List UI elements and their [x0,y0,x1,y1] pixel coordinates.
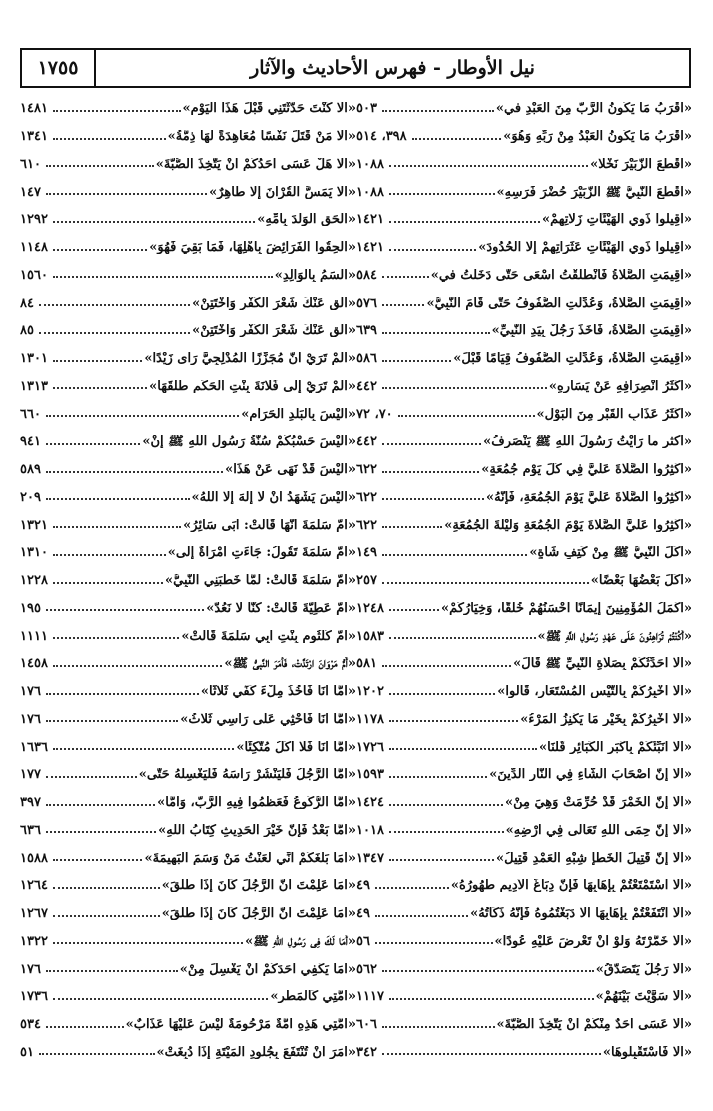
dot-leader [46,490,190,500]
index-entry [356,761,692,789]
dot-leader [39,296,190,306]
entry-page-number: ١٣٤٧ [356,850,384,866]
index-entry [20,289,356,317]
hadith-text: «أَقِيلُوا ذَوِي الْهَيْئَاتِ زَلَّاتِهِمْ» [541,213,692,227]
index-entry [20,706,356,734]
entry-page-number: ٤٤٢ [356,434,377,450]
dot-leader [53,379,147,389]
dot-leader [46,962,178,972]
entry-page-number: ١٦٣٦ [20,739,48,755]
hadith-text: «أَكْمَلُ الْمُؤْمِنِينَ إِيمَانًا أَحْسَنُهُمْ خُلُقًا، وَخِيَارُكُمْ» [440,601,692,615]
hadith-text: «ألا سَوَّيْتَ بَيْنَهُمْ» [595,990,692,1004]
dot-leader [389,213,540,223]
index-entry [20,428,356,456]
index-entry [356,428,692,456]
dot-leader [382,435,481,445]
index-entry [20,789,356,817]
index-entry [356,317,692,345]
index-entry [20,900,356,928]
page-header [20,48,691,88]
entry-page-number: ٣٩٧ [20,795,41,811]
index-entry [356,345,692,373]
entry-page-number: ٦٠٦ [356,1017,377,1033]
index-entry [356,178,692,206]
index-entry [20,844,356,872]
entry-page-number: ١١١٧ [356,989,384,1005]
dot-leader [39,1045,155,1055]
entry-page-number: ١٧٢٦ [356,739,384,755]
index-entry [356,539,692,567]
entry-page-number: ٤٤٢ [356,378,377,394]
dot-leader [53,907,160,917]
index-entry [20,262,356,290]
right-column [356,95,692,1095]
hadith-text: «أُقِيمَتِ الصَّلاةُ، وَعُدِّلَتِ الصُّفُوفُ حَتَّى قَامَ النَّبِيُّ» [426,296,692,310]
entry-page-number: ٢٥٧ [356,573,377,589]
entry-page-number: ٥٦ [356,933,370,949]
index-entry [356,650,692,678]
index-entry [20,761,356,789]
hadith-text: «أَقْطَعَ الزُّبَيْرَ نَخْلًا» [590,157,692,171]
index-entry [20,955,356,983]
dot-leader [53,879,160,889]
hadith-text: «أُمُّ سَلَمَةَ أَنَّهَا قَالَتْ: أَبَى سَائِرُ» [183,518,356,532]
index-entry [20,733,356,761]
hadith-text: «ألا خَمَّرْتَهُ وَلَوْ أَنْ تَعْرِضَ عَلَيْهِ عُودًا» [494,934,692,948]
dot-leader [46,185,207,195]
dot-leader [382,518,442,528]
entry-page-number: ١٢٤٨ [356,600,384,616]
dot-leader [46,768,137,778]
hadith-text: «ألا إِنَّ أَصْحَابَ الشَّاءِ فِي النَّارِ الدِّينَ» [489,768,692,782]
hadith-text: «أَكَلَ النَّبِيُّ ﷺ مِنْ كَتِفِ شَاةٍ» [529,546,692,560]
index-entry [356,900,692,928]
entry-page-number: ١٥٨٣ [356,628,384,644]
left-column [20,95,356,1095]
dot-leader [39,324,190,334]
dot-leader [53,102,181,112]
hadith-text: «أُقِيمَتِ الصَّلاةُ، وَعُدِّلَتِ الصُّفُوفُ قِيَامًا قَبْلَ» [453,352,692,366]
index-entry [20,206,356,234]
hadith-text: «ألا رَجُلٌ يَتَصَدَّقُ» [595,962,692,976]
hadith-text: «أَمَا لَكَ فِي رَسُولِ اللهِ ﷺ» [245,934,356,948]
index-entry [20,983,356,1011]
dot-leader [375,879,449,889]
hadith-text: «أُمُّ مَرْوَانَ ارْتَدَّتْ، فَأَمَرَ النَّبِيُّ ﷺ» [224,657,356,671]
dot-leader [53,352,142,362]
entry-page-number: ١٧٣٦ [20,989,48,1005]
index-columns [20,95,693,1095]
dot-leader [382,657,511,667]
index-entry [356,95,692,123]
dot-leader [375,907,468,917]
dot-leader [382,1018,495,1028]
entry-page-number: ٦٢٢ [356,489,377,505]
entry-page-number: ٥٨١ [356,656,377,672]
index-entry [356,706,692,734]
dot-leader [382,352,451,362]
hadith-text: «أَلَيْسَ يَشْهَدُ أَنْ لا إِلَهَ إلا اللَّهُ» [191,490,356,504]
entry-page-number: ١٣١٣ [20,378,48,394]
entry-page-number: ٥١ [20,1044,34,1060]
hadith-text: «الْحَقِ الْوَلَدَ بِأُمِّهِ» [257,213,356,227]
index-entry [20,345,356,373]
hadith-text: «أُمَّتِي هَذِهِ أُمَّةٌ مَرْحُومَةٌ لَيْسَ عَلَيْهَا عَذَابٌ» [125,1018,356,1032]
hadith-text: «الْحِقُوا الْفَرَائِضَ بِأَهْلِهَا، فَمَا بَقِيَ فَهُوَ» [149,241,356,255]
entry-page-number: ١٥٩٣ [356,767,384,783]
dot-leader [389,796,503,806]
dot-leader [389,768,487,778]
dot-leader [389,851,494,861]
index-entry [20,511,356,539]
index-entry [356,289,692,317]
entry-page-number: ١٣١٠ [20,545,48,561]
dot-leader [53,518,181,528]
index-entry [20,1011,356,1039]
dot-leader [389,823,504,833]
hadith-text: «أَكْثِرُوا الصَّلاةَ عَلَيَّ يَوْمَ الْجُمُعَةِ، فَإِنَّهُ» [485,490,692,504]
hadith-text: «أَلْسَمُ بِالْوَالِدِ» [274,268,356,282]
index-entry [20,567,356,595]
dot-leader [46,435,140,445]
dot-leader [382,268,429,278]
dot-leader [389,157,588,167]
index-entry [356,678,692,706]
dot-leader [46,463,223,473]
index-entry [356,151,692,179]
hadith-text: «أَمَّا أَنَا فَلا آكُلُ مُتَّكِئًا» [236,740,356,754]
index-entry [356,983,692,1011]
index-entry [20,539,356,567]
hadith-text: «أَمَا عَلِمْتَ أَنَّ الرَّجُلَ كَانَ إِذَا طَلَّقَ» [161,907,356,921]
entry-page-number: ١٣٢٢ [20,933,48,949]
dot-leader [389,241,476,251]
entry-page-number: ١٤٢٤ [356,795,384,811]
hadith-text: «أُمُّ سَلَمَةَ تَقُولُ: جَاءَتِ امْرَأَةٌ إِلَى» [167,546,356,560]
entry-page-number: ٥٨٤ [356,267,377,283]
index-entry [356,373,692,401]
dot-leader [46,601,204,611]
hadith-text: «ألا إِنَّ حِمَى اللَّهِ تَعَالَى فِي أَرْضِهِ» [505,823,692,837]
entry-page-number: ١٧٦ [20,711,41,727]
dot-leader [389,740,537,750]
dot-leader [53,213,255,223]
dot-leader [46,823,156,833]
entry-page-number: ٦١٠ [20,156,41,172]
hadith-text: «أَمَّا أَنَا فَآخُذُ مِلْءَ كَفِّي ثَلاثًا» [200,685,356,699]
entry-page-number: ١١١١ [20,628,48,644]
hadith-text: «أَلَيْسَ حَسْبُكُمْ سُنَّةُ رَسُولِ اللَّهِ ﷺ إِنْ» [142,435,356,449]
entry-page-number: ٣٤٢ [356,1044,377,1060]
entry-page-number: ٦٢٢ [356,462,377,478]
entry-page-number: ١٠١٨ [356,822,384,838]
hadith-text: «ألا كُنْتَ حَدَّثْتَنِي قَبْلَ هَذَا الْيَوْمِ» [182,102,356,116]
entry-page-number: ٤٩ [356,906,370,922]
index-entry [356,400,692,428]
index-entry [356,262,692,290]
dot-leader [382,102,494,112]
hadith-text: «ألا هَلْ عَسَى أَحَدُكُمْ أَنْ يَتَّخِذَ الصُّبَّةَ» [155,157,356,171]
hadith-text: «أَمَّا أَنَا فَأَحْثِي عَلَى رَأْسِي ثَلاثُ» [180,712,356,726]
dot-leader [53,657,222,667]
entry-page-number: ١٧٦ [20,684,41,700]
hadith-text: «أَكْثِرُوا الصَّلاةَ عَلَيَّ فِي كُلِّ يَوْمِ جُمُعَةٍ» [481,463,692,477]
index-entry [20,95,356,123]
entry-page-number: ٦٣٩ [356,323,377,339]
page-number: ١٧٥٥ [22,50,96,86]
dot-leader [398,407,535,417]
index-entry [356,789,692,817]
hadith-text: «ألا انْتَفَعْتُمْ بِإِهَابِهَا ألا دَبَغْتُمُوهُ فَإِنَّهُ ذَكَاتُهُ» [470,907,692,921]
dot-leader [53,851,143,861]
dot-leader [53,934,243,944]
hadith-text: «أُمُّ سَلَمَةَ قَالَتْ: لَمَّا خَطَبَنِي النَّبِيُّ» [165,574,356,588]
index-entry [356,484,692,512]
index-entry [356,234,692,262]
hadith-text: «أَكُنْتُمْ تُرَاهِنُونَ عَلَى عَهْدِ رَسُولِ اللَّهِ ﷺ» [537,629,692,643]
index-entry [356,1039,692,1067]
hadith-text: «أَمَا يَكْفِي أَحَدَكُمْ أَنْ يَغْسِلَ مِنْ» [179,962,356,976]
index-entry [20,817,356,845]
dot-leader [46,157,154,167]
entry-page-number: ١٤٩ [356,545,377,561]
dot-leader [53,740,234,750]
hadith-text: «أَمَرَ أَنْ تُنْتَفَعَ بِجُلُودِ الْمَيْتَةِ إِذَا دُبِغَتْ» [156,1045,356,1059]
dot-leader [46,407,239,417]
index-entry [356,206,692,234]
entry-page-number: ١٥٨٨ [20,850,48,866]
page-title: نيل الأوطار - فهرس الأحاديث والآثار [250,57,535,79]
index-entry [20,928,356,956]
dot-leader [382,490,484,500]
dot-leader [53,546,166,556]
index-entry [20,622,356,650]
index-entry [356,1011,692,1039]
entry-page-number: ٥٨٩ [20,462,41,478]
index-entry [356,817,692,845]
dot-leader [412,130,502,140]
hadith-text: «أَمَّا بَعْدُ فَإِنَّ خَيْرَ الْحَدِيثِ كِتَابُ اللَّهِ» [158,823,356,837]
index-entry [20,151,356,179]
dot-leader [53,268,273,278]
entry-page-number: ١١٤٨ [20,240,48,256]
hadith-text: «ألا أُحَدِّثُكُمْ بِصَلاةِ النَّبِيِّ ﷺ قَالَ» [513,657,692,671]
entry-page-number: ١٢٢٨ [20,573,48,589]
dot-leader [53,130,166,140]
index-entry [20,678,356,706]
hadith-text: «أَكَلَ بَعْضُهَا بَعْضًا» [590,574,692,588]
dot-leader [382,296,425,306]
index-entry [356,844,692,872]
hadith-text: «أُمَّتِي كَالْمَطَرِ» [270,990,356,1004]
dot-leader [382,324,490,334]
entry-page-number: ١٤٨١ [20,101,48,117]
index-entry [356,872,692,900]
hadith-text: «أقْرَبُ مَا يَكُونُ الرَّبُّ مِنَ الْعَبْدِ في» [495,102,692,116]
dot-leader [53,990,268,1000]
hadith-text: «ألا فَاسْتَقْبِلُوهَا» [602,1045,692,1059]
dot-leader [382,546,527,556]
dot-leader [382,379,547,389]
hadith-text: «أَمَّا الرُّكُوعُ فَعَظِّمُوا فِيهِ الرَّبَّ، وَأَمَّا» [157,796,356,810]
hadith-text: «أَقِيلُوا ذَوِي الْهَيْئَاتِ عَثَرَاتِهِمْ إلا الْحُدُودَ» [478,241,692,255]
entry-page-number: ١٠٨٨ [356,156,384,172]
entry-page-number: ٦٣٦ [20,822,41,838]
index-entry [20,650,356,678]
hadith-text: «أُقِيمَتِ الصَّلاةُ فَانْطَلَقْتُ أَسْعَى حَتَّى دَخَلْتُ في» [430,268,692,282]
entry-page-number: ١٤٢١ [356,240,384,256]
hadith-text: «أَلْقِ عَنْكَ شَعْرَ الْكُفْرِ وَاخْتَتِنْ» [192,296,356,310]
entry-page-number: ٥٨٦ [356,351,377,367]
index-entry [20,400,356,428]
hadith-text: «أَلْقِ عَنْكَ شَعْرَ الْكُفْرِ وَاخْتَتِنْ» [192,324,356,338]
index-entry [20,484,356,512]
hadith-text: «أَمَّا الرَّجُلُ فَلْيَنْشُرْ رَأْسَهُ فَلْيَغْسِلْهُ حَتَّى» [138,768,356,782]
hadith-text: «أَقْطَعَ النَّبِيُّ ﷺ الزُّبَيْرَ حُضْرَ فَرَسِهِ» [496,185,692,199]
index-entry [20,123,356,151]
hadith-text: «ألا عَسَى أَحَدٌ مِنْكُمْ أَنْ يَتَّخِذَ الصُّبَّةَ» [496,1018,692,1032]
dot-leader [382,574,589,584]
entry-page-number: ٦٦٠ [20,406,41,422]
entry-page-number: ٥٦٢ [356,961,377,977]
index-entry [356,622,692,650]
index-entry [20,872,356,900]
index-entry [20,178,356,206]
hadith-text: «أَكْثَرُ عَذَابِ الْقَبْرِ مِنَ الْبَوْلِ» [536,407,692,421]
dot-leader [382,962,594,972]
entry-page-number: ١٢٦٤ [20,878,48,894]
entry-page-number: ١٠٨٨ [356,184,384,200]
hadith-text: «ألا مَنْ قَتَلَ نَفْسًا مُعَاهِدَةً لَهَا ذِمَّةُ» [167,130,356,144]
hadith-text: «أَمَا عَلِمْتَ أَنَّ الرَّجُلَ كَانَ إِذَا طَلَّقَ» [161,879,356,893]
entry-page-number: ١١٧٨ [356,711,384,727]
hadith-text: «ألا إِنَّ الْخَمْرَ قَدْ حُرِّمَتْ وَهِيَ مِنْ» [504,796,692,810]
entry-page-number: ٣٩٨، ٥١٤ [356,129,407,145]
dot-leader [382,1045,601,1055]
entry-page-number: ١٢٩٢ [20,212,48,228]
entry-page-number: ١٩٥ [20,600,41,616]
index-entry [356,595,692,623]
dot-leader [389,990,594,1000]
index-entry [20,373,356,401]
hadith-text: «أُقِيمَتِ الصَّلاةُ، فَأَخَذَ رَجُلٌ بِيَدِ النَّبِيِّ» [491,324,692,338]
hadith-text: «ألا إِنَّ قَتِيلَ الْخَطَإِ شِبْهِ الْعَمْدِ قَتِيلُ» [496,851,692,865]
index-entry [20,317,356,345]
dot-leader [389,629,536,639]
entry-page-number: ٧٠، ٧٢ [356,406,393,422]
hadith-text: «أَلَمْ تَرَيْ إِلَى فُلانَةَ بِنْتِ الْحَكَمِ طَلَّقَهَا» [149,379,356,393]
index-entry [356,123,692,151]
index-entry [356,511,692,539]
index-entry [20,456,356,484]
entry-page-number: ١٧٦ [20,961,41,977]
entry-page-number: ٢٠٩ [20,489,41,505]
entry-page-number: ١٣٢١ [20,517,48,533]
dot-leader [389,685,495,695]
dot-leader [46,796,155,806]
hadith-text: «ألا يَمَسَّ الْقُرْآنَ إلا طَاهِرٌ» [209,185,356,199]
entry-page-number: ٨٤ [20,295,34,311]
index-entry [356,567,692,595]
index-entry [20,595,356,623]
entry-page-number: ٥٠٣ [356,101,377,117]
hadith-text: «ألا أُخْبِرُكُمْ بِخَيْرِ مَا يَكْنِزُ الْمَرْءُ» [520,712,692,726]
dot-leader [46,685,199,695]
entry-page-number: ٥٣٤ [20,1017,41,1033]
hadith-text: «أُمُّ كُلْثُومٍ بِنْتِ أَبِي سَلَمَةَ قَالَتْ» [181,629,356,643]
hadith-text: «أَمَا بَلَغَكُمْ أَنِّي لَعَنْتُ مَنْ وَسَمَ الْبَهِيمَةَ» [144,851,356,865]
index-entry [356,733,692,761]
dot-leader [53,629,179,639]
hadith-text: «أَلَيْسَ قَدْ نَهَى عَنْ هَذَا» [225,463,356,477]
dot-leader [389,601,439,611]
hadith-text: «أَكْثِرُوا عَلَيَّ الصَّلاةَ يَوْمَ الْجُمُعَةِ وَلَيْلَةَ الْجُمُعَةِ» [444,518,692,532]
index-entry [20,234,356,262]
entry-page-number: ١٤٧ [20,184,41,200]
dot-leader [382,463,479,473]
hadith-text: «ألا أُنَبِّئُكُمْ بِأَكْبَرِ الْكَبَائِرِ قُلْنَا» [539,740,692,754]
hadith-text: «اكثر ما رَأَيْتُ رَسُولَ اللَّهِ ﷺ يَنْصَرِفُ» [483,435,692,449]
entry-page-number: ٤٩ [356,878,370,894]
entry-page-number: ١٤٥٨ [20,656,48,672]
entry-page-number: ٥٧٦ [356,295,377,311]
index-entry [356,928,692,956]
entry-page-number: ١٣٤١ [20,129,48,145]
dot-leader [389,185,495,195]
entry-page-number: ١٣٠١ [20,351,48,367]
dot-leader [46,1018,124,1028]
dot-leader [389,712,518,722]
entry-page-number: ١٤٢١ [356,212,384,228]
index-entry [20,1039,356,1067]
index-entry [356,955,692,983]
hadith-text: «أَلَمْ تَرَيْ أَنَّ مُجَزِّزًا الْمُدْلِجِيَّ رَأَى زَيْدًا» [144,352,356,366]
dot-leader [375,934,493,944]
entry-page-number: ٦٢٢ [356,517,377,533]
entry-page-number: ١٥٦٠ [20,267,48,283]
hadith-text: «ألا اسْتَمْتَعْتُمْ بِإِهَابِهَا فَإِنَّ دِبَاغَ الأَدِيمِ طَهُورُهُ» [450,879,692,893]
dot-leader [53,241,147,251]
hadith-text: «أقْرَبُ مَا يَكُونُ الْعَبْدُ مِنْ رَبِّهِ وَهُوَ» [503,130,692,144]
index-entry [356,456,692,484]
entry-page-number: ١٧٧ [20,767,41,783]
hadith-text: «أُمُّ عَطِيَّةَ قَالَتْ: كُنَّا لا نَعُدُّ» [206,601,356,615]
entry-page-number: ٨٥ [20,323,34,339]
hadith-text: «أَلَيْسَ بِالْبَلَدِ الْحَرَامِ» [241,407,356,421]
dot-leader [46,712,178,722]
hadith-text: «أَكْثَرُ انْصِرَافِهِ عَنْ يَسَارِهِ» [548,379,692,393]
entry-page-number: ١٢٠٢ [356,684,384,700]
hadith-text: «ألا أُخْبِرُكُمْ بِالتَّيْسِ الْمُسْتَعَارِ، قَالُوا» [497,685,692,699]
dot-leader [53,574,163,584]
entry-page-number: ١٢٦٧ [20,906,48,922]
entry-page-number: ٩٤١ [20,434,41,450]
